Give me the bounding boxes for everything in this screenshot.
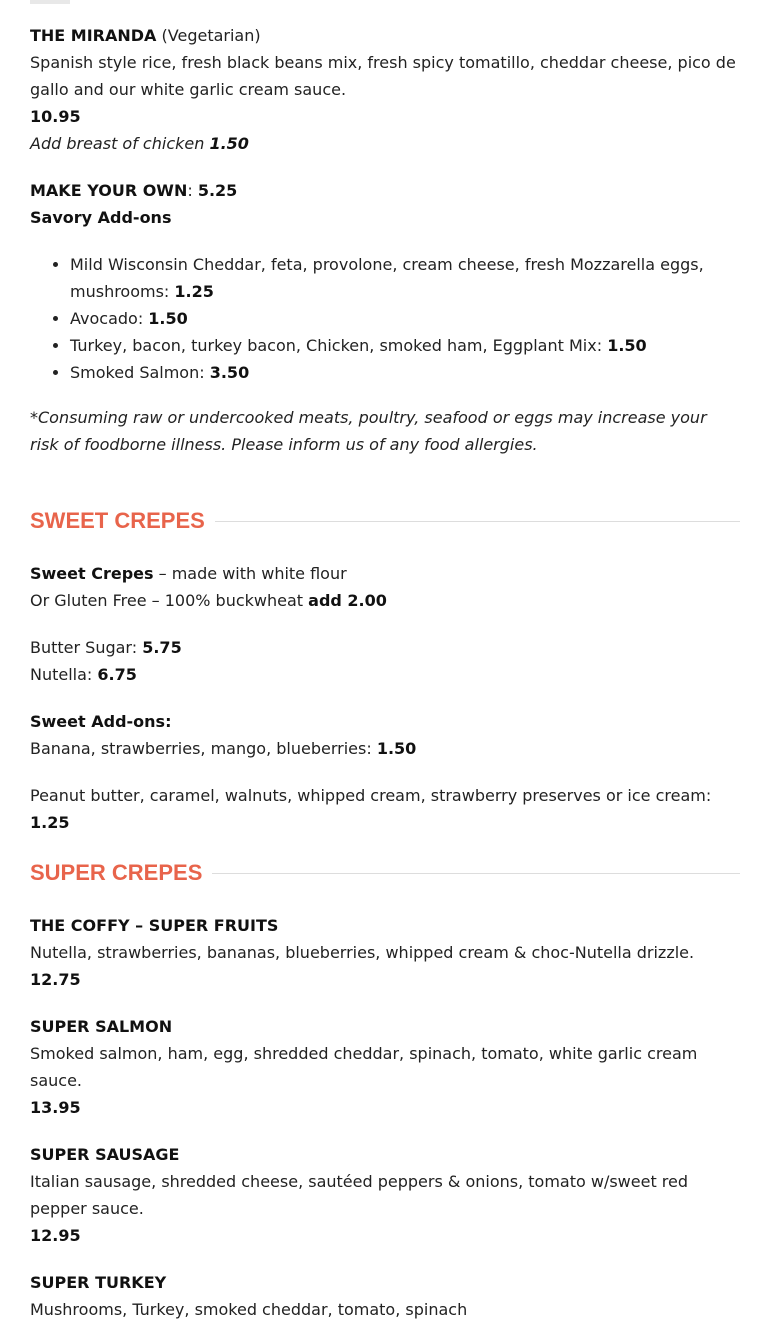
menu-content	[30, 22, 740, 1343]
addon-price: 1.50	[209, 134, 249, 153]
menu-item-coffy: THE COFFY – SUPER FRUITS Nutella, strawberries, bananas, blueberries, whipped cream & choc-Nutella drizzle. 12.75	[30, 916, 695, 989]
section-title: SUPER CREPES	[30, 860, 203, 885]
menu-item-super-turkey: SUPER TURKEY Mushrooms, Turkey, smoked cheddar, tomato, spinach	[30, 1273, 468, 1319]
menu-item-super-salmon: SUPER SALMON Smoked salmon, ham, egg, shredded cheddar, spinach, tomato, white garlic cream sauce. 13.95	[30, 1017, 698, 1117]
item-name: THE MIRANDA	[30, 26, 157, 45]
item-tag: (Vegetarian)	[161, 26, 261, 45]
sweet-extras: Peanut butter, caramel, walnuts, whipped cream, strawberry preserves or ice cream: 1.25	[30, 786, 712, 832]
section-sweet-crepes	[30, 506, 740, 536]
section-divider	[215, 521, 740, 522]
list-item: • Turkey, bacon, turkey bacon, Chicken, smoked ham, Eggplant Mix: 1.50	[70, 332, 740, 359]
item-price: 10.95	[30, 107, 81, 126]
list-item: • Smoked Salmon: 3.50	[70, 359, 740, 386]
menu-item-miranda	[30, 22, 740, 157]
sweet-intro: Sweet Crepes – made with white flour Or Gluten Free – 100% buckwheat add 2.00	[30, 564, 387, 610]
sweet-base-prices: Butter Sugar: 5.75 Nutella: 6.75	[30, 638, 182, 684]
savory-addons-heading: Savory Add-ons	[30, 208, 172, 227]
section-super-crepes	[30, 858, 740, 888]
allergy-note: *Consuming raw or undercooked meats, poultry, seafood or eggs may increase your risk of foodborne illness. Please inform us of any food allergies.	[30, 408, 707, 454]
make-your-own-label: MAKE YOUR OWN	[30, 181, 188, 200]
sweet-addons: Sweet Add-ons: Banana, strawberries, mango, blueberries: 1.50	[30, 712, 417, 758]
item-description: Spanish style rice, fresh black beans mix, fresh spicy tomatillo, cheddar cheese, pico de gallo and our white garlic cream sauce.	[30, 53, 736, 99]
section-divider	[212, 873, 740, 874]
savory-addons-list	[30, 251, 740, 386]
list-item: • Avocado: 1.50	[70, 305, 740, 332]
menu-item-super-sausage: SUPER SAUSAGE Italian sausage, shredded cheese, sautéed peppers & onions, tomato w/sweet red pepper sauce. 12.95	[30, 1145, 689, 1245]
list-item: • Mild Wisconsin Cheddar, feta, provolone, cream cheese, fresh Mozzarella eggs, mushrooms: 1.25	[70, 251, 740, 305]
make-your-own-price: 5.25	[197, 181, 238, 200]
make-your-own: MAKE YOUR OWN: 5.25 Savory Add-ons	[30, 181, 238, 227]
addon-label: Add breast of chicken	[30, 134, 205, 153]
section-title: SWEET CREPES	[30, 508, 205, 533]
top-divider	[30, 0, 70, 4]
